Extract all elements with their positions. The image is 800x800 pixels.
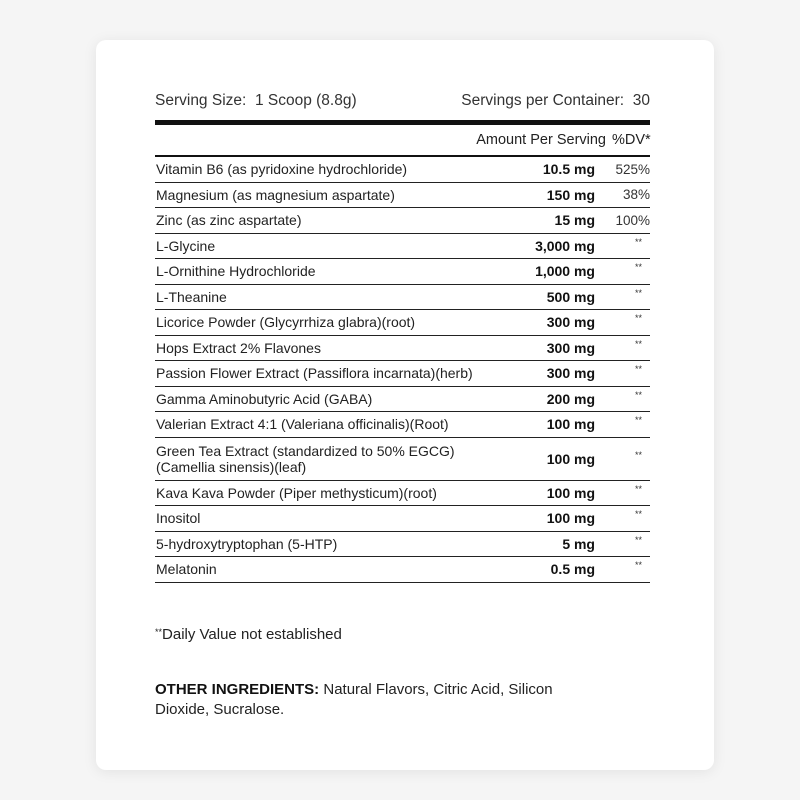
ingredient-name: Magnesium (as magnesium aspartate)	[156, 186, 395, 203]
ingredient-amount: 0.5 mg	[550, 561, 595, 578]
ingredient-name: Hops Extract 2% Flavones	[156, 339, 321, 356]
ingredient-amount: 1,000 mg	[535, 263, 595, 280]
ingredient-dv: 525%	[615, 161, 650, 177]
amount-per-serving-header: Amount Per Serving	[476, 132, 606, 148]
ingredient-amount: 100 mg	[546, 484, 595, 501]
ingredient-dv: **	[634, 415, 642, 426]
ingredient-dv: **	[634, 236, 642, 247]
supplement-facts-label	[155, 88, 650, 583]
ingredient-table	[155, 157, 650, 583]
table-row	[155, 387, 650, 413]
table-row	[155, 438, 650, 481]
ingredient-dv: 38%	[622, 187, 650, 203]
ingredient-amount: 15 mg	[554, 212, 595, 229]
serving-size-label: Serving Size:	[155, 92, 247, 109]
daily-value-footnote	[155, 626, 342, 643]
ingredient-amount: 300 mg	[546, 339, 595, 356]
ingredient-amount: 100 mg	[546, 510, 595, 527]
other-ingredients-label: OTHER INGREDIENTS:	[155, 681, 320, 698]
other-ingredients-text: Natural Flavors, Citric Acid, Silicon Dioxide, Sucralose.	[155, 681, 553, 718]
ingredient-name: Zinc (as zinc aspartate)	[156, 212, 302, 229]
table-header	[155, 125, 650, 157]
ingredient-dv: **	[634, 338, 642, 349]
ingredient-amount: 150 mg	[546, 186, 595, 203]
table-row	[155, 481, 650, 507]
ingredient-amount: 3,000 mg	[535, 237, 595, 254]
table-row	[155, 285, 650, 311]
table-row	[155, 310, 650, 336]
ingredient-amount: 500 mg	[546, 288, 595, 305]
ingredient-amount: 100 mg	[546, 450, 595, 467]
footnote-text: Daily Value not established	[162, 626, 342, 643]
ingredient-name: 5-hydroxytryptophan (5-HTP)	[156, 535, 338, 552]
ingredient-dv: **	[634, 560, 642, 571]
table-row	[155, 532, 650, 558]
table-row	[155, 234, 650, 260]
ingredient-name: Melatonin	[156, 561, 217, 578]
ingredient-dv: 100%	[615, 212, 650, 228]
dv-header: %DV*	[612, 132, 651, 148]
ingredient-name: L-Theanine	[156, 288, 227, 305]
ingredient-name: Vitamin B6 (as pyridoxine hydrochloride)	[156, 161, 408, 178]
serving-size-value: 1 Scoop (8.8g)	[254, 92, 357, 109]
ingredient-dv: **	[634, 534, 642, 545]
footnote-stars: **	[155, 627, 163, 637]
ingredient-name: Inositol	[156, 510, 201, 527]
ingredient-amount: 200 mg	[546, 390, 595, 407]
ingredient-dv: **	[634, 364, 642, 375]
ingredient-amount: 5 mg	[562, 535, 595, 552]
table-row	[155, 506, 650, 532]
ingredient-amount: 10.5 mg	[542, 161, 595, 178]
table-row	[155, 259, 650, 285]
ingredient-name: Green Tea Extract (standardized to 50% EGCG) (Camellia sinensis)(leaf)	[156, 442, 455, 475]
ingredient-dv: **	[634, 389, 642, 400]
ingredient-name: Kava Kava Powder (Piper methysticum)(root)	[156, 484, 437, 501]
table-row	[155, 336, 650, 362]
servings-per-container-value: 30	[632, 92, 650, 109]
other-ingredients	[155, 680, 595, 720]
ingredient-amount: 300 mg	[546, 314, 595, 331]
servings-per-container	[461, 88, 650, 114]
ingredient-dv: **	[634, 449, 642, 460]
table-row	[155, 557, 650, 583]
ingredient-name: Gamma Aminobutyric Acid (GABA)	[156, 390, 373, 407]
ingredient-amount: 100 mg	[546, 416, 595, 433]
serving-size	[155, 88, 357, 114]
table-row	[155, 412, 650, 438]
ingredient-name: Passion Flower Extract (Passiflora incarnata)(herb)	[156, 365, 473, 382]
ingredient-amount: 300 mg	[546, 365, 595, 382]
table-row	[155, 208, 650, 234]
ingredient-dv: **	[634, 313, 642, 324]
ingredient-dv: **	[634, 483, 642, 494]
serving-info-row	[155, 88, 650, 114]
table-row	[155, 183, 650, 209]
ingredient-dv: **	[634, 262, 642, 273]
ingredient-name: L-Glycine	[156, 237, 216, 254]
ingredient-name: Licorice Powder (Glycyrrhiza glabra)(root)	[156, 314, 416, 331]
servings-per-container-label: Servings per Container:	[461, 92, 625, 109]
ingredient-name: L-Ornithine Hydrochloride	[156, 263, 316, 280]
ingredient-name: Valerian Extract 4:1 (Valeriana officinalis)(Root)	[156, 416, 449, 433]
table-row	[155, 361, 650, 387]
ingredient-dv: **	[634, 509, 642, 520]
ingredient-dv: **	[634, 287, 642, 298]
table-row	[155, 157, 650, 183]
